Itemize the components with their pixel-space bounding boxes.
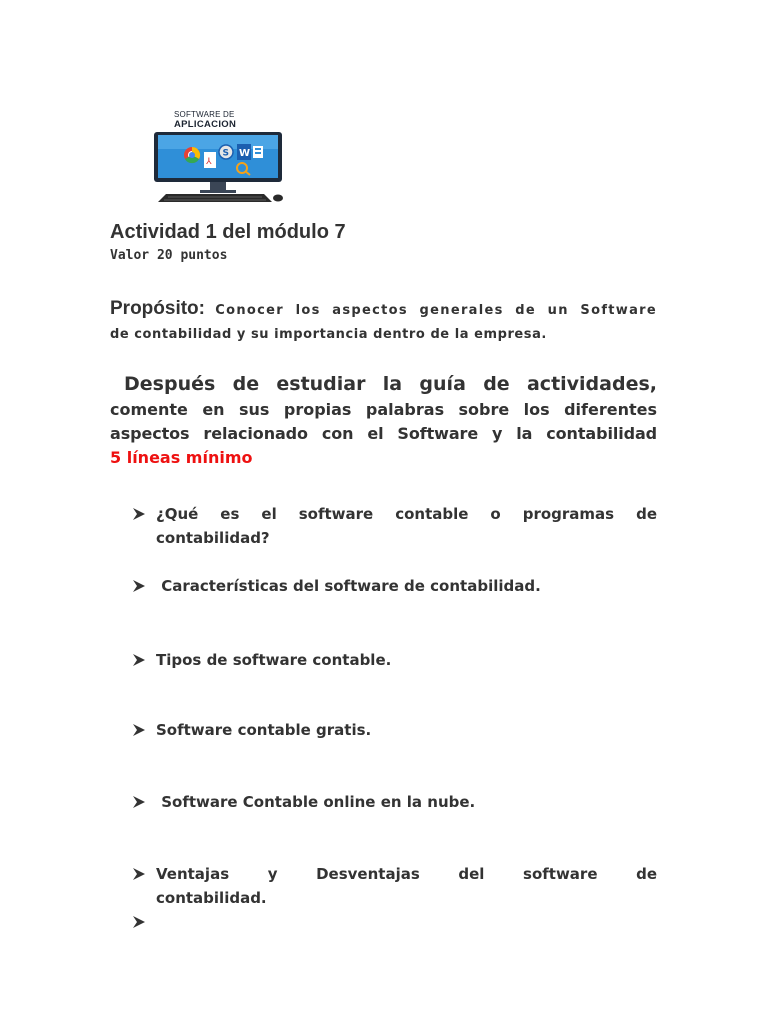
svg-text:S: S <box>222 148 229 159</box>
list-item-text-line1: ¿Qué es el software contable o programas de <box>156 505 657 523</box>
list-item-text: Software Contable online en la nube. <box>156 793 476 811</box>
arrowhead-bullet-icon <box>132 723 146 737</box>
list-item-text: Software contable gratis. <box>156 721 372 739</box>
list-item <box>132 574 657 598</box>
list-item <box>132 790 657 814</box>
software-logo <box>152 110 288 204</box>
list-item-text-line2: contabilidad. <box>156 889 267 907</box>
purpose-text-line1: Conocer los aspectos generales de un Software <box>215 303 657 318</box>
purpose-label: Propósito: <box>110 298 205 319</box>
list-item <box>132 718 657 742</box>
svg-text:⅄: ⅄ <box>206 157 212 167</box>
purpose-section <box>110 296 657 346</box>
computer-monitor-icon <box>152 130 288 204</box>
arrowhead-bullet-icon <box>132 579 146 593</box>
document-subtitle: Valor 20 puntos <box>110 248 228 263</box>
instructions-line1: Después de estudiar la guía de actividades, <box>124 373 657 395</box>
arrowhead-bullet-icon <box>132 653 146 667</box>
arrowhead-bullet-icon <box>132 867 146 881</box>
purpose-text-line2: de contabilidad y su importancia dentro de la empresa. <box>110 327 547 342</box>
list-item <box>132 862 657 910</box>
document-title: Actividad 1 del módulo 7 <box>110 221 346 243</box>
svg-text:W: W <box>239 148 251 159</box>
instructions-line2: comente en sus propias palabras sobre los diferentes <box>110 400 657 419</box>
list-item-text: Características del software de contabilidad. <box>156 577 541 595</box>
logo-caption-line2: APLICACION <box>174 119 237 130</box>
logo-caption <box>152 110 310 130</box>
list-item-text-line2: contabilidad? <box>156 529 270 547</box>
list-item <box>132 502 657 550</box>
instructions-highlight: 5 líneas mínimo <box>110 448 253 467</box>
arrowhead-bullet-icon <box>132 507 146 521</box>
list-item-text: Tipos de software contable. <box>156 651 392 669</box>
arrowhead-bullet-icon <box>132 915 146 929</box>
list-item <box>132 648 657 672</box>
instructions-line3: aspectos relacionado con el Software y la contabilidad <box>110 424 657 443</box>
logo-caption-line1: SOFTWARE DE <box>174 110 235 119</box>
purpose-line1 <box>110 296 657 324</box>
list-item-text-line1: Ventajas y Desventajas del software de <box>156 865 657 883</box>
instructions-paragraph <box>110 370 657 470</box>
arrowhead-bullet-icon <box>132 795 146 809</box>
